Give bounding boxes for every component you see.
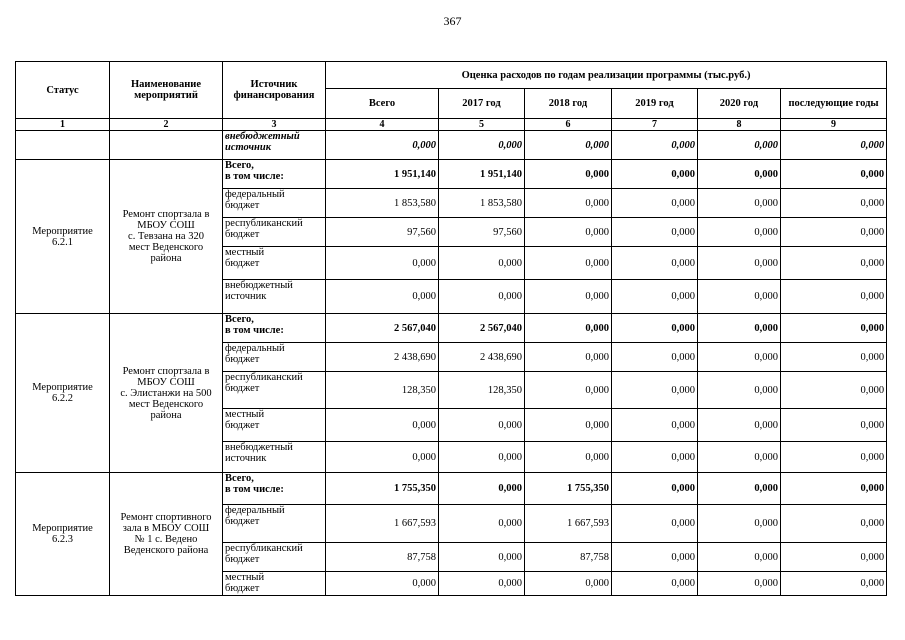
header-year-later: последующие годы — [781, 89, 887, 119]
value-cell: 0,000 — [698, 409, 781, 442]
value-cell: 0,000 — [439, 247, 525, 280]
value-cell: 1 951,140 — [326, 160, 439, 189]
activity-name-cell: Ремонт спортзала в МБОУ СОШ с. Тевзана на 320 мест Веденского района — [110, 160, 223, 314]
value-cell: 1 853,580 — [439, 189, 525, 218]
value-cell: 0,000 — [326, 442, 439, 473]
value-cell: 0,000 — [612, 409, 698, 442]
value-cell: 0,000 — [525, 247, 612, 280]
value-cell: 0,000 — [698, 372, 781, 409]
value-cell: 0,000 — [439, 505, 525, 543]
empty-name-cell — [110, 131, 223, 160]
source-cell: внебюджетный источник — [223, 442, 326, 473]
value-cell: 0,000 — [698, 131, 781, 160]
header-year-2017: 2017 год — [439, 89, 525, 119]
value-cell: 1 667,593 — [525, 505, 612, 543]
value-cell: 0,000 — [612, 160, 698, 189]
value-cell: 2 438,690 — [326, 343, 439, 372]
value-cell: 0,000 — [698, 505, 781, 543]
source-cell: республиканский бюджет — [223, 372, 326, 409]
value-cell: 0,000 — [326, 131, 439, 160]
budget-table — [15, 61, 887, 596]
value-cell: 0,000 — [612, 280, 698, 314]
value-cell: 0,000 — [439, 572, 525, 596]
value-cell: 0,000 — [612, 543, 698, 572]
value-cell: 0,000 — [781, 343, 887, 372]
value-cell: 0,000 — [698, 314, 781, 343]
table-row — [16, 160, 887, 189]
value-cell: 0,000 — [525, 343, 612, 372]
source-cell: республиканский бюджет — [223, 543, 326, 572]
value-cell: 0,000 — [698, 543, 781, 572]
value-cell: 0,000 — [781, 160, 887, 189]
source-cell: внебюджетный источник — [223, 131, 326, 160]
column-number: 9 — [781, 119, 887, 131]
header-name: Наименование мероприятий — [110, 62, 223, 119]
value-cell: 0,000 — [698, 218, 781, 247]
column-number: 6 — [525, 119, 612, 131]
value-cell: 0,000 — [439, 473, 525, 505]
value-cell: 0,000 — [525, 409, 612, 442]
value-cell: 0,000 — [698, 247, 781, 280]
source-cell: федеральный бюджет — [223, 189, 326, 218]
value-cell: 0,000 — [698, 280, 781, 314]
value-cell: 0,000 — [525, 280, 612, 314]
value-cell: 0,000 — [525, 160, 612, 189]
column-number-row — [16, 119, 887, 131]
source-cell: местный бюджет — [223, 409, 326, 442]
value-cell: 0,000 — [781, 280, 887, 314]
value-cell: 0,000 — [781, 247, 887, 280]
column-number: 7 — [612, 119, 698, 131]
value-cell: 0,000 — [612, 218, 698, 247]
value-cell: 0,000 — [781, 218, 887, 247]
value-cell: 0,000 — [781, 314, 887, 343]
header-estimate: Оценка расходов по годам реализации программы (тыс.руб.) — [326, 62, 887, 89]
value-cell: 1 755,350 — [326, 473, 439, 505]
value-cell: 0,000 — [698, 160, 781, 189]
activity-name-cell: Ремонт спортзала в МБОУ СОШ с. Элистанжи на 500 мест Веденского района — [110, 314, 223, 473]
value-cell: 0,000 — [612, 442, 698, 473]
column-number: 1 — [16, 119, 110, 131]
source-cell: местный бюджет — [223, 572, 326, 596]
header-status: Статус — [16, 62, 110, 119]
value-cell: 0,000 — [525, 189, 612, 218]
value-cell: 0,000 — [698, 189, 781, 218]
value-cell: 0,000 — [698, 343, 781, 372]
header-year-2020: 2020 год — [698, 89, 781, 119]
value-cell: 0,000 — [698, 572, 781, 596]
value-cell: 0,000 — [781, 473, 887, 505]
status-cell: Мероприятие 6.2.1 — [16, 160, 110, 314]
value-cell: 0,000 — [781, 505, 887, 543]
value-cell: 0,000 — [439, 543, 525, 572]
header-source: Источник финансирования — [223, 62, 326, 119]
value-cell: 0,000 — [525, 442, 612, 473]
value-cell: 0,000 — [525, 314, 612, 343]
value-cell: 0,000 — [612, 505, 698, 543]
value-cell: 0,000 — [612, 343, 698, 372]
value-cell: 0,000 — [326, 280, 439, 314]
value-cell: 0,000 — [781, 131, 887, 160]
value-cell: 0,000 — [612, 189, 698, 218]
value-cell: 0,000 — [612, 247, 698, 280]
value-cell: 1 853,580 — [326, 189, 439, 218]
value-cell: 2 567,040 — [326, 314, 439, 343]
value-cell: 0,000 — [525, 572, 612, 596]
status-cell: Мероприятие 6.2.3 — [16, 473, 110, 596]
table-row — [16, 131, 887, 160]
column-number: 2 — [110, 119, 223, 131]
value-cell: 2 438,690 — [439, 343, 525, 372]
source-cell: Всего, в том числе: — [223, 314, 326, 343]
value-cell: 0,000 — [612, 314, 698, 343]
value-cell: 0,000 — [525, 218, 612, 247]
table-body — [16, 131, 887, 596]
column-number: 5 — [439, 119, 525, 131]
value-cell: 0,000 — [326, 409, 439, 442]
column-number: 3 — [223, 119, 326, 131]
value-cell: 0,000 — [781, 372, 887, 409]
value-cell: 0,000 — [612, 131, 698, 160]
source-cell: республиканский бюджет — [223, 218, 326, 247]
empty-status-cell — [16, 131, 110, 160]
source-cell: внебюджетный источник — [223, 280, 326, 314]
page-number: 367 — [443, 14, 462, 28]
header-year-2018: 2018 год — [525, 89, 612, 119]
value-cell: 0,000 — [781, 572, 887, 596]
value-cell: 0,000 — [698, 442, 781, 473]
value-cell: 0,000 — [781, 543, 887, 572]
value-cell: 2 567,040 — [439, 314, 525, 343]
value-cell: 0,000 — [781, 189, 887, 218]
value-cell: 128,350 — [326, 372, 439, 409]
column-number: 8 — [698, 119, 781, 131]
value-cell: 97,560 — [326, 218, 439, 247]
value-cell: 0,000 — [612, 572, 698, 596]
header-year-total: Всего — [326, 89, 439, 119]
value-cell: 0,000 — [612, 473, 698, 505]
source-cell: Всего, в том числе: — [223, 473, 326, 505]
column-number: 4 — [326, 119, 439, 131]
status-cell: Мероприятие 6.2.2 — [16, 314, 110, 473]
source-cell: местный бюджет — [223, 247, 326, 280]
value-cell: 0,000 — [439, 131, 525, 160]
table-row — [16, 314, 887, 343]
value-cell: 87,758 — [525, 543, 612, 572]
header-year-2019: 2019 год — [612, 89, 698, 119]
value-cell: 87,758 — [326, 543, 439, 572]
value-cell: 0,000 — [439, 280, 525, 314]
value-cell: 0,000 — [439, 409, 525, 442]
value-cell: 128,350 — [439, 372, 525, 409]
source-cell: федеральный бюджет — [223, 343, 326, 372]
activity-name-cell: Ремонт спортивного зала в МБОУ СОШ № 1 с. Ведено Веденского района — [110, 473, 223, 596]
table-row — [16, 473, 887, 505]
value-cell: 0,000 — [612, 372, 698, 409]
value-cell: 0,000 — [525, 372, 612, 409]
value-cell: 0,000 — [326, 247, 439, 280]
value-cell: 1 755,350 — [525, 473, 612, 505]
value-cell: 0,000 — [781, 442, 887, 473]
source-cell: Всего, в том числе: — [223, 160, 326, 189]
value-cell: 0,000 — [525, 131, 612, 160]
value-cell: 1 667,593 — [326, 505, 439, 543]
source-cell: федеральный бюджет — [223, 505, 326, 543]
value-cell: 0,000 — [781, 409, 887, 442]
value-cell: 97,560 — [439, 218, 525, 247]
value-cell: 1 951,140 — [439, 160, 525, 189]
value-cell: 0,000 — [698, 473, 781, 505]
value-cell: 0,000 — [439, 442, 525, 473]
value-cell: 0,000 — [326, 572, 439, 596]
